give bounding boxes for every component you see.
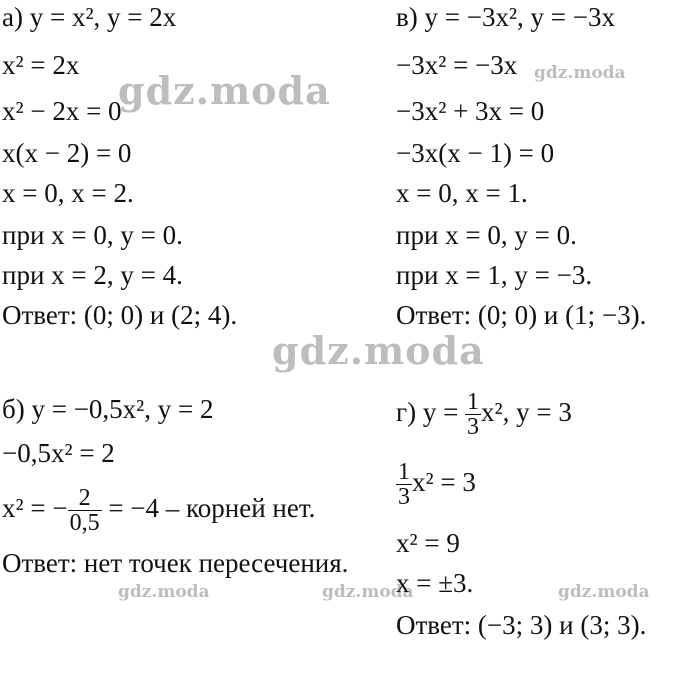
solution-g-line-1-end: x², y = 3 — [481, 397, 572, 427]
fraction-numerator: 2 — [68, 486, 102, 511]
watermark-small-1: gdz.moda — [534, 63, 626, 83]
solution-g-line-2 — [396, 456, 476, 509]
solution-b-line-1: б) y = −0,5x², y = 2 — [2, 394, 214, 424]
solution-a-line-2: x² = 2x — [2, 50, 80, 80]
fraction-denominator: 3 — [467, 414, 480, 441]
fraction-denominator: 0,5 — [69, 510, 100, 537]
watermark-middle: gdz.moda — [272, 328, 485, 373]
solution-a-line-3: x² − 2x = 0 — [2, 96, 122, 126]
solution-v-line-5: x = 0, x = 1. — [396, 178, 528, 208]
solution-a-answer: Ответ: (0; 0) и (2; 4). — [2, 300, 238, 330]
solution-g-line-4: x = ±3. — [396, 568, 474, 598]
solution-a-line-4: x(x − 2) = 0 — [2, 138, 132, 168]
solution-v-answer: Ответ: (0; 0) и (1; −3). — [396, 300, 647, 330]
solution-a-line-6: при x = 0, y = 0. — [2, 220, 183, 250]
solution-v-line-1: в) y = −3x², y = −3x — [396, 2, 615, 32]
solution-g-line-1 — [396, 386, 572, 439]
solution-g-line-3: x² = 9 — [396, 528, 460, 558]
fraction-1-over-3 — [465, 390, 481, 439]
solution-v-line-3: −3x² + 3x = 0 — [396, 96, 545, 126]
solution-a-line-7: при x = 2, y = 4. — [2, 260, 183, 290]
solution-b-line-3-start: x² = − — [2, 493, 68, 523]
solution-b-line-3-end: = −4 – корней нет. — [108, 493, 316, 523]
fraction-numerator: 1 — [398, 459, 410, 486]
solution-b-line-3 — [2, 482, 315, 535]
solution-v-line-7: при x = 1, y = −3. — [396, 260, 593, 290]
solution-b-line-2: −0,5x² = 2 — [2, 438, 115, 468]
solution-a-line-5: x = 0, x = 2. — [2, 178, 134, 208]
solution-g-answer: Ответ: (−3; 3) и (3; 3). — [396, 610, 647, 640]
solution-g-line-1-start: г) y = — [396, 397, 459, 427]
solution-v-line-2: −3x² = −3x — [396, 50, 518, 80]
fraction-numerator: 1 — [467, 389, 480, 416]
watermark-small-3: gdz.moda — [322, 582, 414, 602]
fraction-denominator: 3 — [398, 484, 410, 511]
solution-v-line-6: при x = 0, y = 0. — [396, 220, 577, 250]
fraction-2-over-0-5 — [68, 486, 102, 535]
solution-b-answer: Ответ: нет точек пересечения. — [2, 548, 349, 578]
solution-v-line-4: −3x(x − 1) = 0 — [396, 138, 555, 168]
fraction-1-over-3-second — [396, 460, 412, 509]
solution-g-line-2-end: x² = 3 — [412, 467, 476, 497]
solution-a-line-1: а) y = x², y = 2x — [2, 2, 177, 32]
watermark-small-2: gdz.moda — [118, 582, 210, 602]
watermark-top: gdz.moda — [118, 68, 331, 113]
watermark-small-4: gdz.moda — [558, 582, 650, 602]
